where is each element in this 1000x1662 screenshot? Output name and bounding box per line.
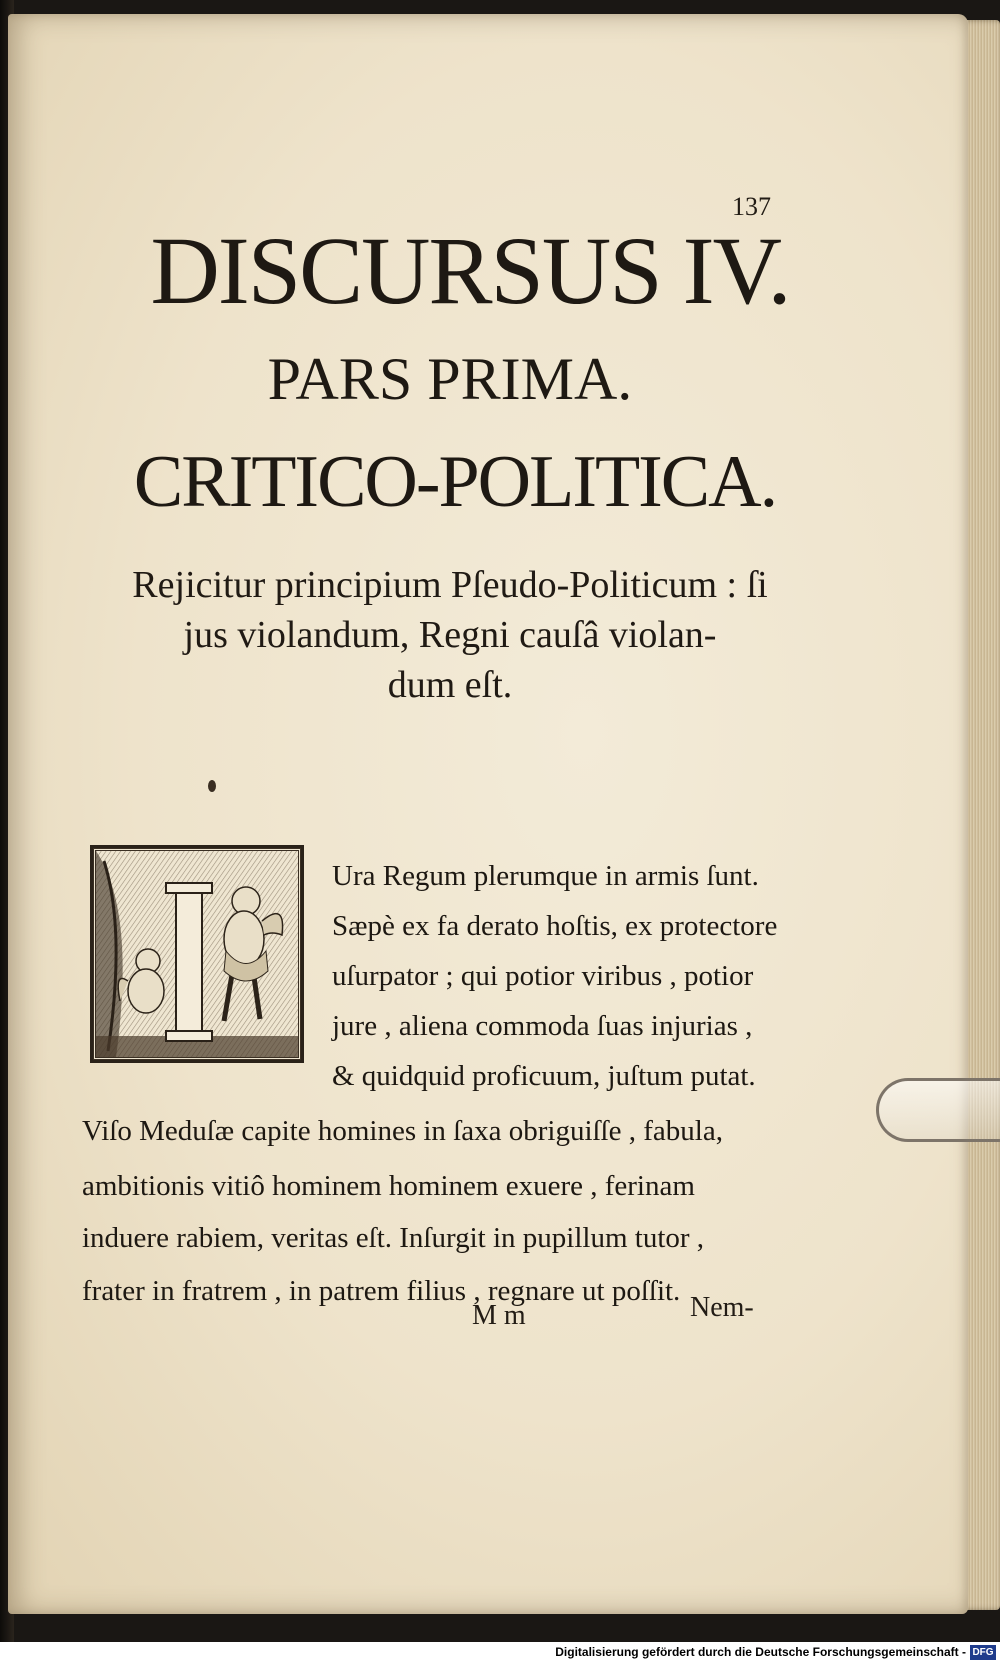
cherub-engraving-icon [96, 851, 298, 1057]
signature-mark: M m [472, 1300, 526, 1331]
body-line: induere rabiem, veritas eſt. Inſurgit in pupillum tutor , [82, 1222, 705, 1254]
ink-spot [208, 780, 216, 792]
catchword: Nem- [690, 1292, 754, 1323]
decorated-initial-engraving [93, 848, 301, 1060]
page-clip [876, 1078, 1000, 1142]
thesis-line: dum eſt. [387, 664, 513, 706]
footer-credit: Digitalisierung gefördert durch die Deutsche Forschungsgemeinschaft - [555, 1645, 966, 1659]
thesis-line: Rejicitur principium Pſeudo-Politicum : ſi [132, 564, 768, 606]
body-line: Viſo Meduſæ capite homines in ſaxa obriguiſſe , fabula, [82, 1115, 723, 1147]
dfg-logo-icon: DFG [970, 1645, 996, 1660]
page-number: 137 [732, 192, 771, 221]
decorated-initial [90, 845, 304, 1063]
thesis-line: jus violandum, Regni cauſâ violan- [183, 614, 717, 656]
body-line: jure , aliena commoda ſuas injurias , [332, 1010, 753, 1042]
body-line: Ura Regum plerumque in armis ſunt. [332, 860, 759, 892]
part-title: PARS PRIMA. [267, 346, 633, 412]
thesis-statement [70, 560, 830, 710]
body-line: Sæpè ex fa derato hoſtis, ex protectore [332, 910, 778, 942]
footer-bar [0, 1642, 1000, 1662]
body-line: uſurpator ; qui potior viribus , potior [332, 960, 754, 992]
body-line: & quidquid proficuum, juſtum putat. [332, 1060, 756, 1092]
chapter-title: DISCURSUS IV. [150, 217, 790, 324]
body-line: ambitionis vitiô hominem hominem exuere , ferinam [82, 1170, 695, 1202]
body-line: frater in fratrem , in patrem filius , regnare ut poſſit. [82, 1275, 681, 1307]
section-title: CRITICO-POLITICA. [133, 441, 777, 523]
